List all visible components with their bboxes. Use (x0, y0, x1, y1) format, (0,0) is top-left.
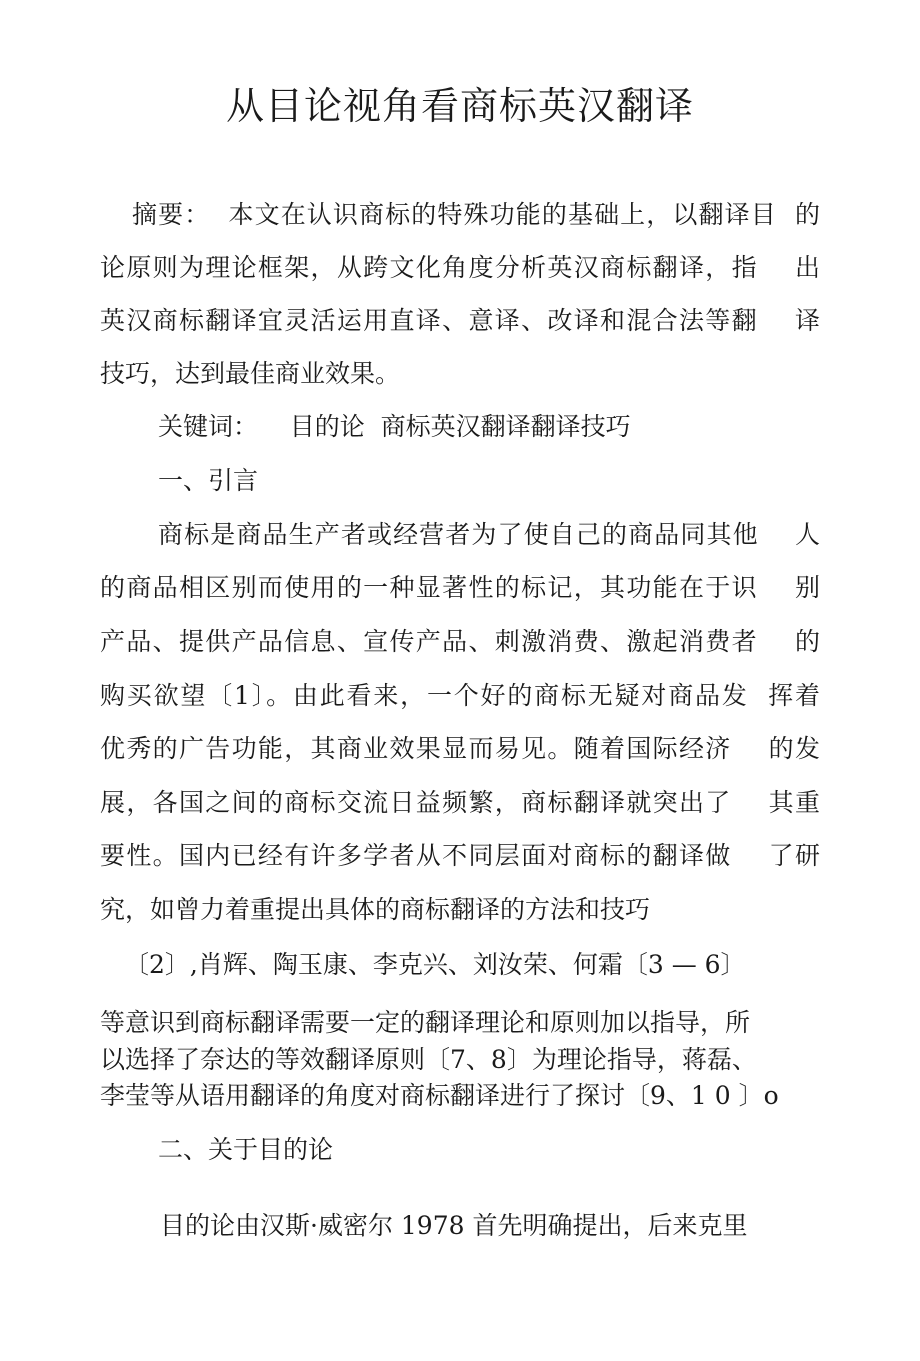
document-title: 从目论视角看商标英汉翻译 (225, 84, 694, 128)
abstract-line-4: 技巧，达到最佳商业效果。 (100, 359, 401, 388)
skopos-line-1: 目的论由汉斯·威密尔 1978 首先明确提出，后来克里 (160, 1211, 748, 1240)
intro-line-2: 的商品相区别而使用的一种显著性的标记，其功能在于识 别 (100, 573, 820, 602)
intro-line-8: 究，如曾力着重提出具体的商标翻译的方法和技巧 (100, 895, 651, 924)
continuation-line-2: 以选择了奈达的等效翻译原则〔7、8〕为理论指导，蒋磊、 (100, 1045, 757, 1074)
citation-line: 〔2〕,肖辉、陶玉康、李克兴、刘汝荣、何霜〔3 — 6〕 (124, 950, 746, 979)
continuation-line-1: 等意识到商标翻译需要一定的翻译理论和原则加以指导，所 (100, 1008, 751, 1037)
continuation-line-3: 李莹等从语用翻译的角度对商标翻译进行了探讨〔9、1 0 〕o (100, 1081, 779, 1110)
intro-line-1: 商标是商品生产者或经营者为了使自己的商品同其他 人 (158, 520, 820, 549)
section-heading-skopos: 二、关于目的论 (158, 1135, 334, 1164)
abstract-line-2: 论原则为理论框架，从跨文化角度分析英汉商标翻译，指 出 (100, 253, 820, 282)
intro-line-7: 要性。国内已经有许多学者从不同层面对商标的翻译做 了研 (100, 841, 820, 870)
intro-line-3: 产品、提供产品信息、宣传产品、刺激消费、激起消费者 的 (100, 627, 820, 656)
intro-line-6: 展，各国之间的商标交流日益频繁，商标翻译就突出了 其重 (100, 788, 820, 817)
section-heading-introduction: 一、引言 (158, 466, 259, 495)
keywords-line: 关键词： 目的论 商标英汉翻译翻译技巧 (158, 412, 631, 441)
abstract-line-3: 英汉商标翻译宜灵活运用直译、意译、改译和混合法等翻 译 (100, 306, 820, 335)
abstract-line-1: 摘要： 本文在认识商标的特殊功能的基础上，以翻译目 的 (132, 200, 820, 229)
intro-line-4: 购买欲望〔1〕。由此看来，一个好的商标无疑对商品发 挥着 (100, 681, 820, 710)
intro-line-5: 优秀的广告功能，其商业效果显而易见。随着国际经济 的发 (100, 734, 820, 763)
